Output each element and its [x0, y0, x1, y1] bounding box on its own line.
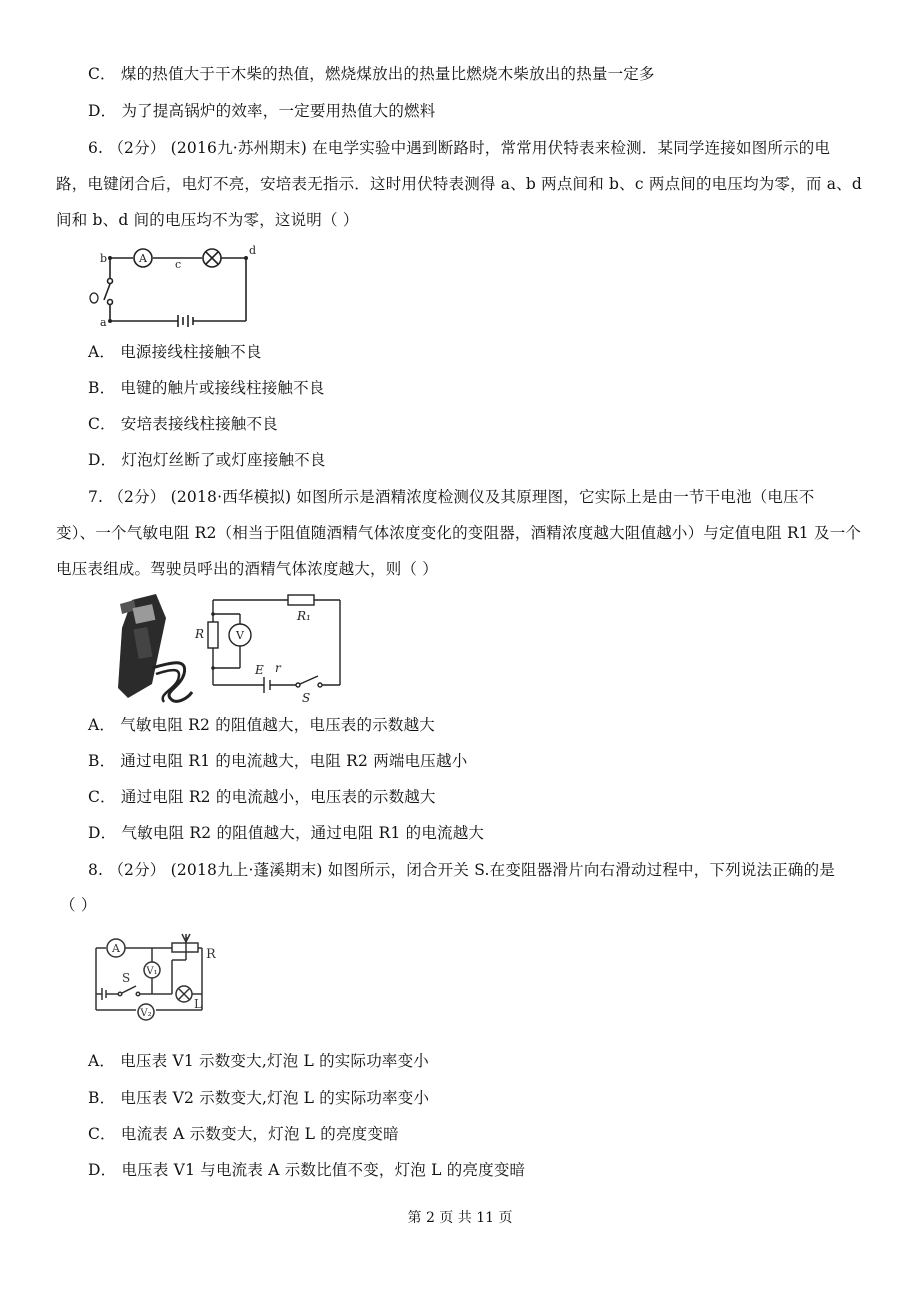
q8-option-c: C． 电流表 A 示数变大，灯泡 L 的亮度变暗 — [88, 1125, 399, 1143]
q8-v1-label: V₁ — [146, 966, 158, 977]
q7-internal-r-label: r — [275, 661, 281, 675]
q7-voltmeter-label: V — [236, 629, 244, 642]
q7-stem-line-3: 电压表组成。驾驶员呼出的酒精气体浓度越大，则（ ） — [56, 560, 438, 578]
q7-option-b: B． 通过电阻 R1 的电流越大，电阻 R2 两端电压越小 — [88, 752, 468, 770]
page-footer: 第 2 页 共 11 页 — [407, 1210, 513, 1226]
q6-point-a-label: a — [100, 316, 107, 329]
q6-circuit-figure — [86, 240, 266, 330]
q8-ammeter-label: A — [112, 942, 120, 955]
q8-switch-label: S — [122, 971, 131, 985]
q8-stem-line-2: （ ） — [60, 896, 97, 914]
q5-option-d: D． 为了提高锅炉的效率，一定要用热值大的燃料 — [88, 102, 436, 120]
q7-stem-line-2: 变）、一个气敏电阻 R2（相当于阻值随酒精气体浓度变化的变阻器，酒精浓度越大阻值越小）与定值电阻 R1 及一个 — [56, 524, 862, 542]
q6-option-d: D． 灯泡灯丝断了或灯座接触不良 — [88, 451, 326, 469]
q8-option-a: A． 电压表 V1 示数变大,灯泡 L 的实际功率变小 — [88, 1052, 430, 1070]
q8-option-b: B． 电压表 V2 示数变大,灯泡 L 的实际功率变小 — [88, 1089, 430, 1107]
q6-point-b-label: b — [100, 252, 108, 265]
q8-lamp-label: L — [194, 997, 202, 1011]
q6-option-a: A． 电源接线柱接触不良 — [88, 343, 262, 361]
breathalyzer-device-icon — [118, 594, 192, 702]
q7-figure — [92, 588, 352, 708]
q7-r1-label: R₁ — [297, 609, 311, 623]
q5-option-c: C． 煤的热值大于干木柴的热值，燃烧煤放出的热量比燃烧木柴放出的热量一定多 — [88, 65, 655, 83]
q6-option-b: B． 电键的触片或接线柱接触不良 — [88, 379, 325, 397]
q7-option-a: A． 气敏电阻 R2 的阻值越大，电压表的示数越大 — [88, 716, 436, 734]
q7-e-label: E — [255, 663, 264, 677]
q6-ammeter-label: A — [139, 252, 147, 265]
q8-rheostat-label: R — [206, 947, 216, 962]
q6-point-d-label: d — [249, 244, 257, 257]
q6-point-c-label: c — [175, 258, 182, 271]
q7-stem-line-1: 7. （2分） (2018·西华模拟) 如图所示是酒精浓度检测仪及其原理图，它实际上是由一节干电池（电压不 — [88, 488, 815, 506]
q7-option-d: D． 气敏电阻 R2 的阻值越大，通过电阻 R1 的电流越大 — [88, 824, 485, 842]
q7-option-c: C． 通过电阻 R2 的电流越小，电压表的示数越大 — [88, 788, 436, 806]
q8-option-d: D． 电压表 V1 与电流表 A 示数比值不变，灯泡 L 的亮度变暗 — [88, 1161, 526, 1179]
q6-stem-line-3: 间和 b、d 间的电压均不为零，这说明（ ） — [56, 211, 359, 229]
q7-r-label: R — [195, 627, 205, 641]
q6-stem-line-1: 6. （2分） (2016九·苏州期末) 在电学实验中遇到断路时，常常用伏特表来检测．某同学连接如图所示的电 — [88, 139, 831, 157]
q6-stem-line-2: 路，电键闭合后，电灯不亮，安培表无指示．这时用伏特表测得 a、b 两点间和 b、c 两点间的电压均为零，而 a、d — [56, 175, 862, 193]
q6-option-c: C． 安培表接线柱接触不良 — [88, 415, 278, 433]
q7-switch-label: S — [302, 691, 311, 705]
q8-circuit-figure — [88, 930, 228, 1030]
q6-switch-knob-icon — [90, 293, 98, 303]
q8-v2-label: V₂ — [140, 1008, 152, 1019]
q8-stem-line-1: 8. （2分） (2018九上·蓬溪期末) 如图所示，闭合开关 S.在变阻器滑片向右滑动过程中，下列说法正确的是 — [88, 861, 836, 879]
